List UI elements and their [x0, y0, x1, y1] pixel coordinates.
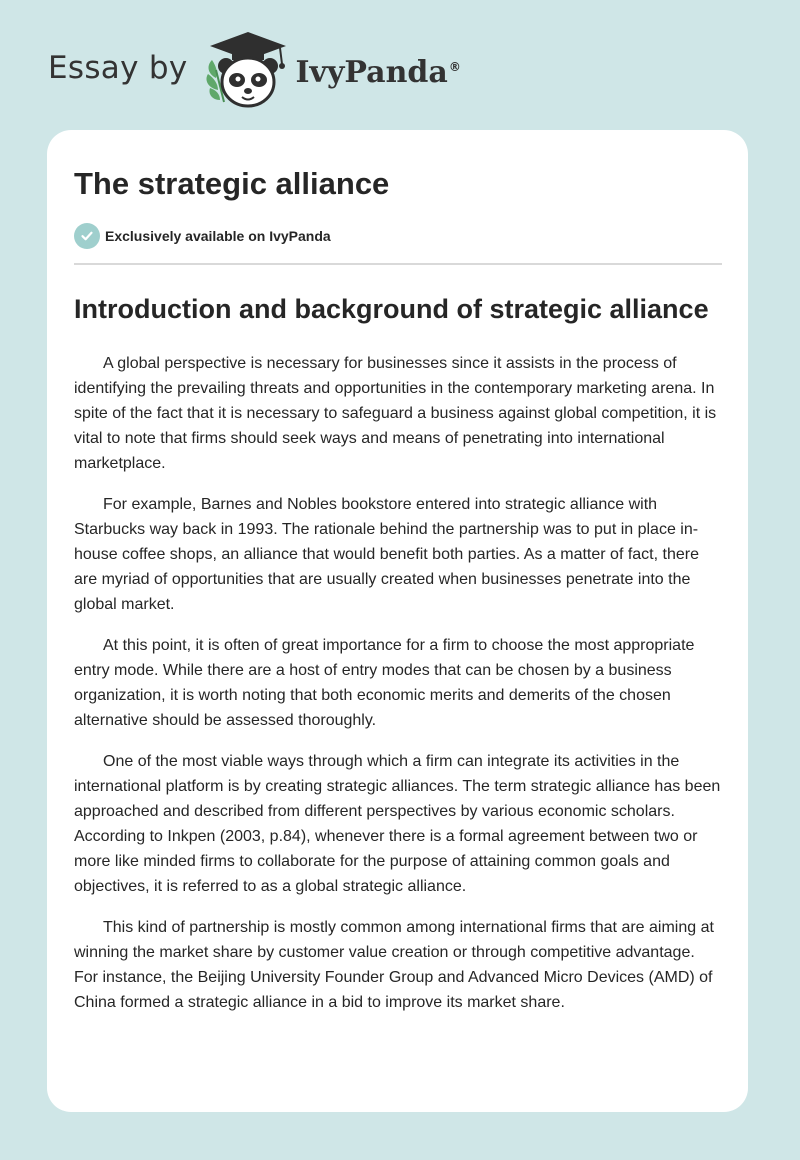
brand-name[interactable] [296, 55, 461, 90]
paragraph: For example, Barnes and Nobles bookstore entered into strategic alliance with Starbucks way back in 1993. The rationale behind the partnership was to put in place in-house coffee shops, an alliance that would benefit both parties. As a matter of fact, there are myriad of opportunities that are usually created when businesses penetrate into the global market. [74, 496, 699, 613]
essay-body [74, 351, 722, 1015]
section-heading: Introduction and background of strategic alliance [74, 294, 709, 324]
essay-card [47, 130, 748, 1112]
brand-prefix: Essay by [48, 50, 188, 86]
check-circle-icon [74, 223, 100, 249]
brand-name-text: IvyPanda [295, 54, 448, 90]
paragraph: A global perspective is necessary for businesses since it assists in the process of identifying the prevailing threats and opportunities in the contemporary marketing arena. In spite of the fact that it is necessary to safeguard a business against global competition, it is vital to note that firms should seek ways and means of penetrating into international marketplace. [74, 355, 717, 472]
paragraph: At this point, it is often of great importance for a firm to choose the most appropriate entry mode. While there are a host of entry modes that can be chosen by a business organization, it is worth noting that both economic merits and demerits of the chosen alternative should be assessed thoroughly. [74, 637, 695, 729]
divider [74, 263, 722, 265]
paragraph: This kind of partnership is mostly common among international firms that are aiming at winning the market share by customer value creation or through competitive advantage. For instance, the Beijing University Founder Group and Advanced Micro Devices (AMD) of China formed a strategic alliance in a bid to improve its market share. [74, 919, 714, 1011]
essay-title: The strategic alliance [74, 166, 390, 201]
brand-header [48, 30, 461, 110]
registered-mark: ® [448, 59, 461, 74]
panda-graduate-logo-icon[interactable] [202, 30, 294, 110]
exclusive-badge-label: Exclusively available on IvyPanda [105, 228, 331, 244]
paragraph: One of the most viable ways through which a firm can integrate its activities in the international platform is by creating strategic alliances. The term strategic alliance has been approached and described from different perspectives by various economic scholars. According to Inkpen (2003, p.84), whenever there is a formal agreement between two or more like minded firms to collaborate for the purpose of attaining common goals and objectives, it is referred to as a global strategic alliance. [74, 753, 721, 895]
exclusive-badge [74, 223, 722, 249]
